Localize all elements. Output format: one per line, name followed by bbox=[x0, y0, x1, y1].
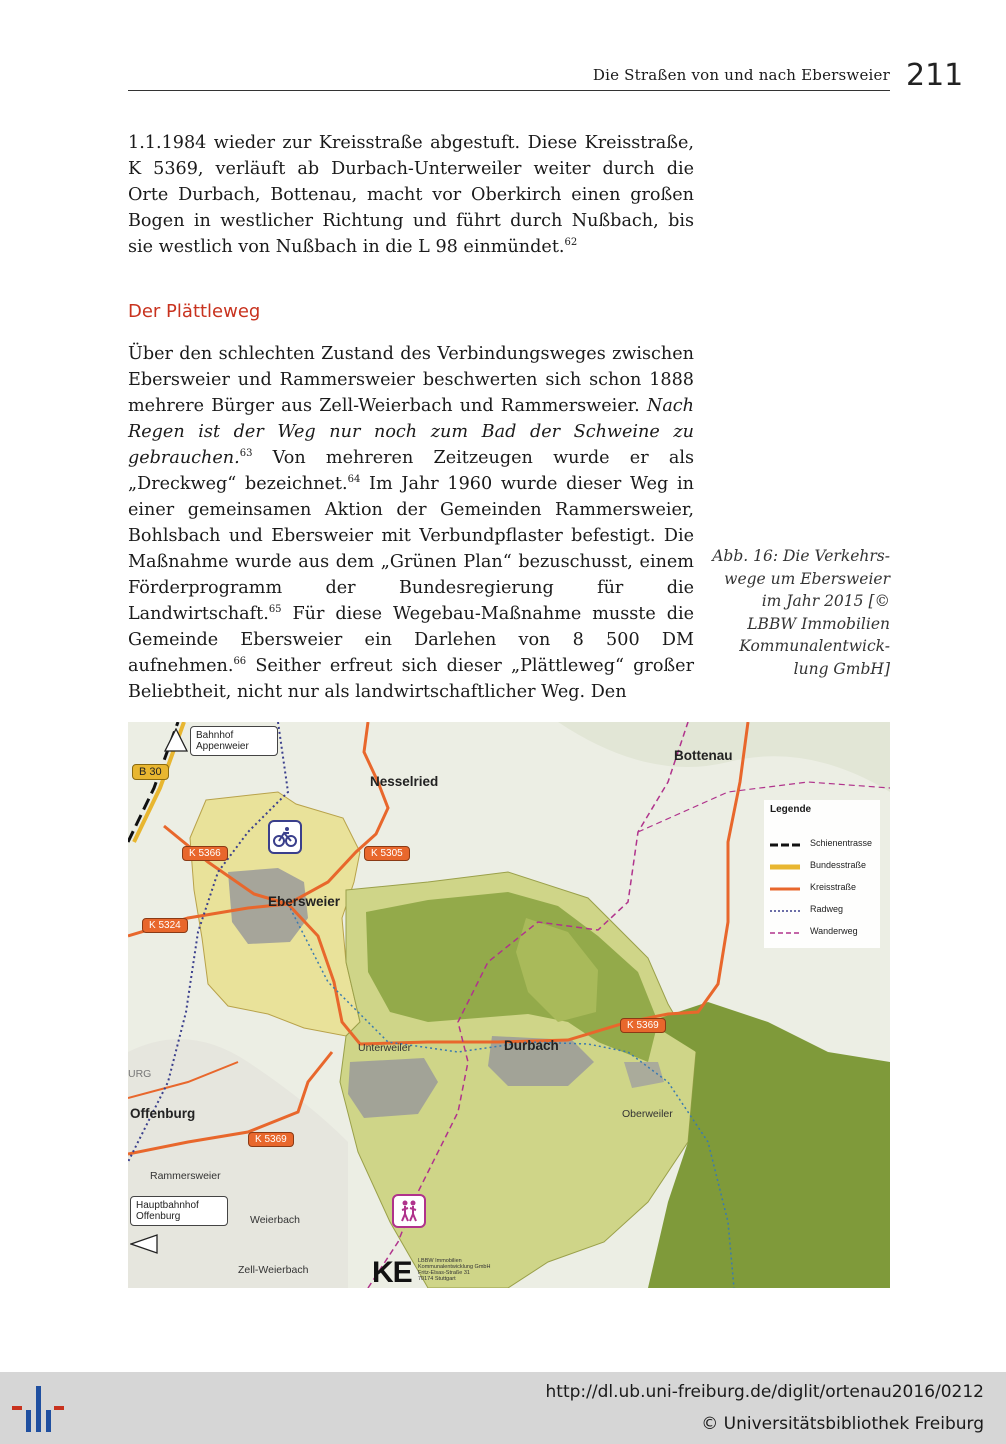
callout-line: Bahnhof bbox=[196, 730, 234, 741]
district-road-icon bbox=[770, 885, 800, 893]
place-label-zell-weierbach: Zell-Weierbach bbox=[238, 1264, 309, 1276]
station-north-arrow-icon bbox=[164, 728, 188, 752]
callout-line: Offenburg bbox=[136, 1211, 181, 1222]
town-label-bottenau: Bottenau bbox=[674, 748, 733, 763]
legend-label: Kreisstraße bbox=[810, 882, 857, 892]
publisher-line: 70174 Stuttgart bbox=[418, 1276, 456, 1282]
place-label-weierbach: Weierbach bbox=[250, 1214, 300, 1226]
place-label-urg: URG bbox=[128, 1068, 152, 1080]
paragraph-text-3: Im Jahr 1960 wurde dieser Weg in einer gemeinsamen Aktion der Gemeinden Rammersweier, Bohlsbach und Ebersweier mit Verbundpflaster befestigt. Die Maßnahme wurde aus dem „Grünen Plan“ bezuschusst, einem Förderprogramm der Bundesregierung für die Landwirtschaft. bbox=[128, 474, 695, 624]
callout-line: Appenweier bbox=[196, 741, 249, 752]
legend-label: Wanderweg bbox=[810, 926, 858, 936]
paragraph-text-2: Von mehreren Zeitzeugen wurde er als „Dreckweg“ bezeichnet. bbox=[128, 448, 694, 494]
legend-item bbox=[770, 926, 880, 940]
hiking-route-icon bbox=[392, 1194, 426, 1228]
federal-road-icon bbox=[770, 863, 800, 871]
bike-path-icon bbox=[770, 907, 800, 915]
figure-caption bbox=[706, 545, 890, 680]
publisher-address bbox=[418, 1258, 490, 1282]
legend-item bbox=[770, 882, 880, 896]
publisher-logo: KE bbox=[372, 1256, 412, 1288]
road-badge-k5369-west: K 5369 bbox=[248, 1132, 294, 1147]
legend-item bbox=[770, 904, 880, 918]
intro-text: 1.1.1984 wieder zur Kreisstraße abgestuft. Diese Kreisstraße, K 5369, verläuft ab Durbach-Unterweiler weiter durch die Orte Durbach, Bottenau, macht vor Oberkirch einen großen Bogen in westlicher Richtung und führt durch Nußbach, bis sie westlich von Nußbach in die L 98 einmündet. bbox=[128, 133, 694, 257]
caption-line: lung GmbH] bbox=[793, 659, 890, 678]
legend-label: Bundesstraße bbox=[810, 860, 867, 870]
map-legend bbox=[764, 800, 880, 948]
legend-item bbox=[770, 860, 880, 874]
footnote-ref-66[interactable]: 66 bbox=[233, 656, 247, 668]
historical-quote: Nach Regen ist der Weg nur noch zum Bad der Schweine zu gebrauchen. bbox=[128, 396, 694, 468]
footnote-ref-62[interactable]: 62 bbox=[564, 237, 578, 249]
road-badge-k5369-east: K 5369 bbox=[620, 1018, 666, 1033]
place-label-oberweiler: Oberweiler bbox=[622, 1108, 673, 1120]
caption-line: LBBW Immobilien bbox=[747, 614, 890, 633]
road-badge-b30: B 30 bbox=[132, 764, 169, 780]
road-badge-k5305: K 5305 bbox=[364, 846, 410, 861]
caption-line: Kommunalentwick- bbox=[739, 637, 890, 655]
library-logo-icon bbox=[12, 1386, 64, 1432]
callout-bahnhof-appenweier bbox=[190, 726, 278, 756]
footnote-ref-65[interactable]: 65 bbox=[268, 604, 282, 616]
section-paragraph bbox=[128, 341, 694, 705]
publisher-line: Kommunalentwicklung GmbH bbox=[418, 1264, 491, 1270]
town-label-durbach: Durbach bbox=[504, 1038, 559, 1053]
legend-item bbox=[770, 838, 880, 852]
page-number: 211 bbox=[906, 58, 964, 93]
station-west-arrow-icon bbox=[130, 1234, 158, 1254]
intro-paragraph bbox=[128, 130, 694, 260]
paragraph-text-1: Über den schlechten Zustand des Verbindungsweges zwischen Ebersweier und Rammersweier beschwerten sich schon 1888 mehrere Bürger aus Zell-Weierbach und Rammersweier. bbox=[128, 344, 694, 416]
source-url-link[interactable]: http://dl.ub.uni-freiburg.de/diglit/ortenau2016/0212 bbox=[545, 1382, 984, 1402]
section-heading: Der Plättleweg bbox=[128, 301, 261, 322]
caption-line: Abb. 16: Die Verkehrs- bbox=[712, 547, 890, 565]
place-label-unterweiler: Unterweiler bbox=[358, 1042, 412, 1054]
running-title: Die Straßen von und nach Ebersweier bbox=[592, 66, 890, 84]
legend-label: Radweg bbox=[810, 904, 844, 914]
library-footer bbox=[0, 1372, 1006, 1444]
hiking-trail-icon bbox=[770, 929, 800, 937]
footnote-ref-64[interactable]: 64 bbox=[347, 474, 361, 486]
rail-line-icon bbox=[770, 841, 800, 849]
traffic-map bbox=[128, 722, 890, 1288]
copyright-notice: © Universitätsbibliothek Freiburg bbox=[701, 1414, 984, 1434]
road-badge-k5366: K 5366 bbox=[182, 846, 228, 861]
running-head bbox=[128, 62, 890, 91]
callout-hbf-offenburg bbox=[130, 1196, 228, 1226]
bike-route-icon bbox=[268, 820, 302, 854]
caption-line: wege um Ebersweier bbox=[724, 569, 890, 588]
place-label-rammersweier: Rammersweier bbox=[150, 1170, 221, 1182]
legend-title: Legende bbox=[770, 804, 812, 815]
town-label-offenburg: Offenburg bbox=[130, 1106, 196, 1121]
road-badge-k5324: K 5324 bbox=[142, 918, 188, 933]
footnote-ref-63[interactable]: 63 bbox=[239, 448, 253, 460]
caption-line: im Jahr 2015 [© bbox=[761, 592, 890, 610]
legend-label: Schienentrasse bbox=[810, 838, 873, 848]
callout-line: Hauptbahnhof bbox=[136, 1200, 199, 1211]
town-label-ebersweier: Ebersweier bbox=[268, 894, 341, 909]
paragraph-text-4: Für diese Wegebau-Maßnahme musste die Gemeinde Ebersweier ein Darlehen von 8 500 DM aufnehmen. bbox=[128, 604, 694, 676]
paragraph-text-5: Seither erfreut sich dieser „Plättleweg“ großer Beliebtheit, nicht nur als landwirtschaftlicher Weg. Den bbox=[128, 656, 694, 702]
publisher-line: LBBW Immobilien bbox=[418, 1258, 462, 1264]
publisher-line: Fritz-Elsas-Straße 31 bbox=[418, 1270, 470, 1276]
town-label-nesselried: Nesselried bbox=[370, 774, 439, 789]
